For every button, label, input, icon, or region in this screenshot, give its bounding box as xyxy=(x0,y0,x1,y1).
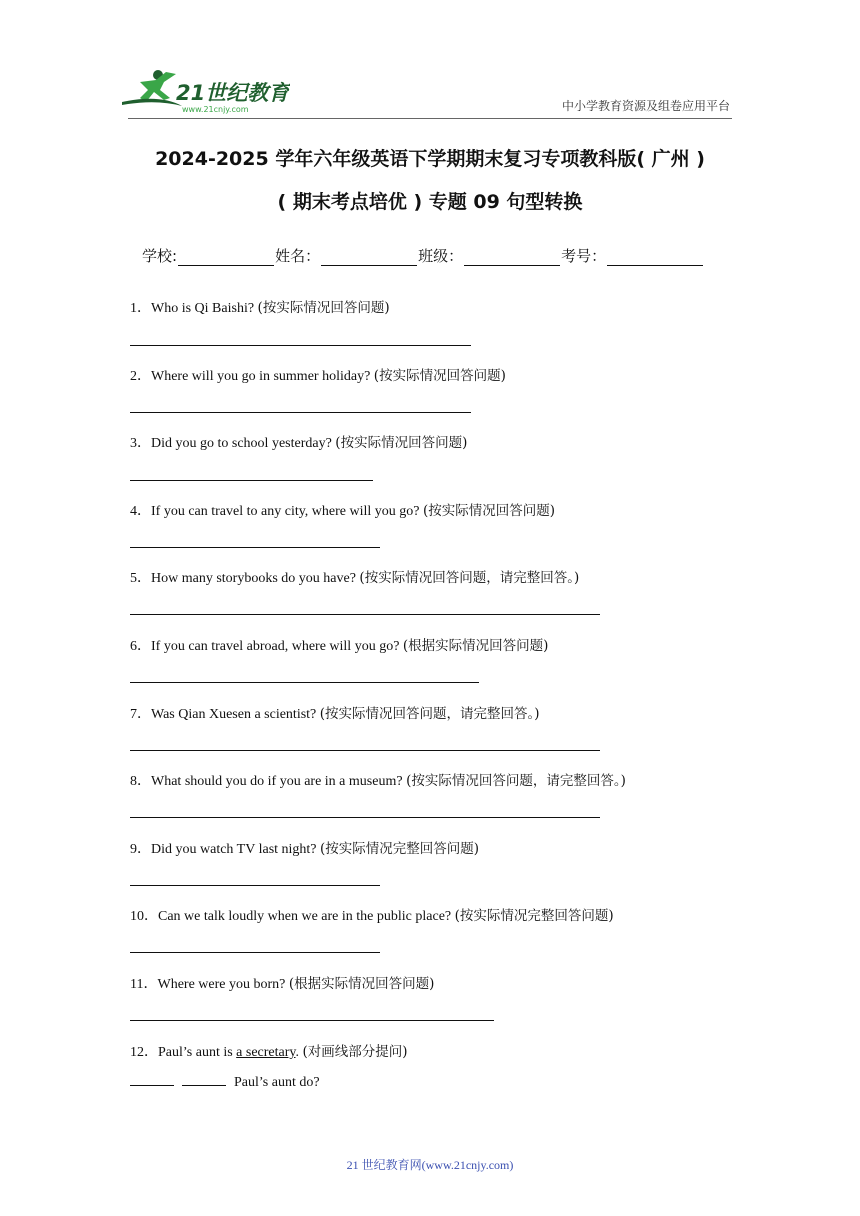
question-instruction: (按实际情况回答问题) xyxy=(373,368,506,384)
answer-line-6[interactable] xyxy=(130,682,479,683)
question-7 xyxy=(130,702,540,723)
question-5 xyxy=(130,566,579,587)
question-number: 4． xyxy=(130,504,151,519)
page-subtitle: ( 期末考点培优 ) 专题 09 句型转换 xyxy=(277,191,583,213)
question-4 xyxy=(130,499,555,520)
school-field[interactable] xyxy=(178,249,274,266)
question-text: Was Qian Xuesen a scientist? xyxy=(151,707,320,722)
runner-logo-icon xyxy=(120,68,290,114)
page-title: 2024-2025 学年六年级英语下学期期末复习专项教科版( 广州 ) xyxy=(155,148,705,170)
answer-blank-2[interactable] xyxy=(182,1073,226,1086)
number-field[interactable] xyxy=(607,249,703,266)
answer-line-9[interactable] xyxy=(130,885,380,886)
question-number: 2． xyxy=(130,369,151,384)
question-11 xyxy=(130,972,434,993)
answer-blank-1[interactable] xyxy=(130,1073,174,1086)
question-instruction: (按实际情况回答问题，请完整回答。) xyxy=(319,706,540,722)
svg-text:www.21cnjy.com: www.21cnjy.com xyxy=(182,105,249,114)
question-10 xyxy=(130,904,614,925)
answer-line-2[interactable] xyxy=(130,412,471,413)
question-2 xyxy=(130,364,506,385)
page-header xyxy=(0,0,860,125)
answer-line-3[interactable] xyxy=(130,480,373,481)
question-text-end: . xyxy=(295,1045,303,1060)
question-instruction: (按实际情况完整回答问题) xyxy=(454,908,614,924)
question-text: Did you go to school yesterday? xyxy=(151,436,336,451)
answer-line-10[interactable] xyxy=(130,952,380,953)
question-number: 5． xyxy=(130,571,151,586)
answer-line-1[interactable] xyxy=(130,345,471,346)
question-instruction: (按实际情况回答问题) xyxy=(423,503,556,519)
name-field[interactable] xyxy=(321,249,417,266)
question-12 xyxy=(130,1040,408,1061)
question-text: How many storybooks do you have? xyxy=(151,571,360,586)
question-text: Where will you go in summer holiday? xyxy=(151,369,374,384)
answer-line-11[interactable] xyxy=(130,1020,494,1021)
question-text: What should you do if you are in a museum? xyxy=(151,774,407,789)
name-label: 姓名： xyxy=(275,247,321,265)
question-instruction: (按实际情况完整回答问题) xyxy=(320,841,480,857)
question-text: Can we talk loudly when we are in the public place? xyxy=(158,909,455,924)
question-number: 12． xyxy=(130,1045,158,1060)
platform-name: 中小学教育资源及组卷应用平台 xyxy=(561,99,730,113)
question-text: Did you watch TV last night? xyxy=(151,842,321,857)
question-instruction: (根据实际情况回答问题) xyxy=(402,638,549,654)
student-info-row xyxy=(142,245,704,266)
question-8 xyxy=(130,769,626,790)
question-number: 11． xyxy=(130,977,158,992)
question-instruction: (按实际情况回答问题，请完整回答。) xyxy=(406,773,626,789)
question-text: Who is Qi Baishi? xyxy=(151,301,258,316)
question-6 xyxy=(130,634,548,655)
answer-line-5[interactable] xyxy=(130,614,600,615)
question-text: Where were you born? xyxy=(157,977,289,992)
question-number: 1． xyxy=(130,301,151,316)
question-text: Paul’s aunt is xyxy=(158,1045,237,1060)
answer-line-4[interactable] xyxy=(130,547,380,548)
answer-line-8[interactable] xyxy=(130,817,600,818)
question-3 xyxy=(130,431,467,452)
page-footer: 21 世纪教育网(www.21cnjy.com) xyxy=(346,1158,514,1172)
logo xyxy=(120,68,290,114)
question-number: 7． xyxy=(130,707,151,722)
answer-tail-text: Paul’s aunt do? xyxy=(234,1075,320,1090)
question-instruction: (按实际情况回答问题) xyxy=(335,435,468,451)
question-1 xyxy=(130,296,390,317)
school-label: 学校: xyxy=(142,247,178,265)
question-9 xyxy=(130,837,479,858)
question-12-answer xyxy=(130,1073,320,1091)
question-number: 3． xyxy=(130,436,151,451)
question-instruction: (按实际情况回答问题) xyxy=(257,300,390,316)
question-number: 8． xyxy=(130,774,151,789)
answer-line-7[interactable] xyxy=(130,750,600,751)
class-field[interactable] xyxy=(464,249,560,266)
question-text: If you can travel abroad, where will you go? xyxy=(151,639,403,654)
header-divider xyxy=(128,118,732,119)
class-label: 班级： xyxy=(418,247,464,265)
number-label: 考号： xyxy=(561,247,607,265)
question-number: 10． xyxy=(130,909,158,924)
question-number: 6． xyxy=(130,639,151,654)
question-instruction: (对画线部分提问) xyxy=(302,1044,408,1060)
question-instruction: (按实际情况回答问题，请完整回答。) xyxy=(359,570,580,586)
question-number: 9． xyxy=(130,842,151,857)
svg-text:21世纪教育: 21世纪教育 xyxy=(176,81,290,105)
underlined-part: a secretary xyxy=(236,1045,296,1060)
question-text: If you can travel to any city, where will you go? xyxy=(151,504,424,519)
question-instruction: (根据实际情况回答问题) xyxy=(288,976,435,992)
